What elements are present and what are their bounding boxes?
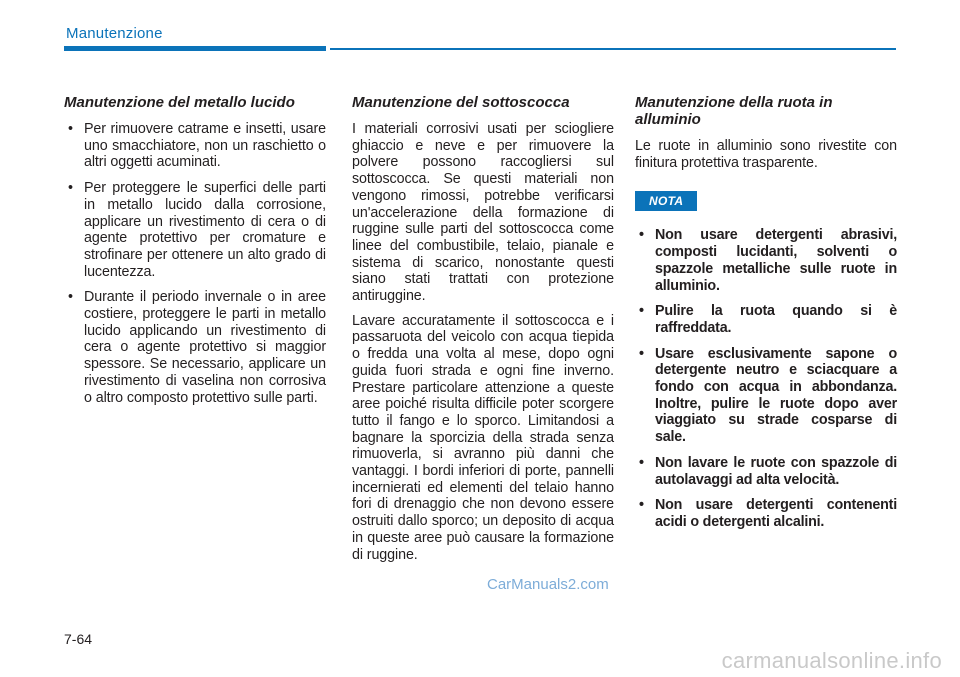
header-rule-thin	[330, 48, 896, 50]
list-item: • Non usare detergenti contenenti acidi o detergenti alcalini.	[635, 497, 897, 530]
footer-watermark: carmanualsonline.info	[721, 648, 942, 673]
heading-aluminum-wheel: Manutenzione della ruota in alluminio	[635, 94, 833, 128]
list-item: • Usare esclusivamente sapone o detergente neutro e sciacquare a fondo con acqua in abbondanza. Inoltre, pulire le ruote dopo aver viaggiato su strade cosparse di sale.	[635, 346, 897, 446]
list-item: • Non lavare le ruote con spazzole di autolavaggi ad alta velocità.	[635, 455, 897, 488]
polished-metal-list	[64, 121, 326, 406]
section-title: Manutenzione	[66, 25, 163, 42]
nota-badge: NOTA	[635, 191, 697, 211]
underbody-paragraph: I materiali corrosivi usati per sciogliere ghiaccio e neve e per rimuovere la polvere possono raccogliersi sul sottoscocca. Se questi materiali non vengono rimossi, potrebbe verificarsi un'accelerazione della formazione di ruggine sulle parti del sottoscocca come linee del combustibile, telaio, pianale e sistema di scarico, nonostante questi siano stati trattati con protezione antiruggine.	[352, 121, 614, 305]
list-item: • Durante il periodo invernale o in aree costiere, proteggere le parti in metallo lucido applicando un rivestimento di cera o agente protettivo si maggior spessore. Se necessario, applicare un rivestimento di vaselina non corrosiva o altro composto protettivo sulle parti.	[64, 289, 326, 406]
heading-polished-metal: Manutenzione del metallo lucido	[64, 94, 295, 111]
list-item: • Pulire la ruota quando si è raffreddata.	[635, 303, 897, 336]
page-number: 7-64	[64, 631, 93, 647]
column-polished-metal	[64, 94, 326, 415]
underbody-paragraph: Lavare accuratamente il sottoscocca e i passaruota del veicolo con acqua tiepida o fredda una volta al mese, dopo ogni guida fuori strada e ogni fine inverno. Prestare particolare attenzione a queste aree poiché risulta difficile poter scorgere tutto il fango e lo sporco. Limitandosi a bagnare la sporcizia della strada senza rimuoverla, si avranno più danni che vantaggi. I bordi inferiori di porte, pannelli incernierati ed elementi del telaio hanno fori di drenaggio che non devono essere ostruiti dallo sporco; un deposito di acqua in queste aree può causare la formazione di ruggine.	[352, 312, 614, 563]
column-underbody	[352, 94, 614, 571]
list-item: • Per proteggere le superfici delle parti in metallo lucido dalla corrosione, applicare un rivestimento di cera o di agente protettivo per cromature e strofinare per ottenere un alto grado di lucentezza.	[64, 180, 326, 280]
list-item: • Non usare detergenti abrasivi, composti lucidanti, solventi o spazzole metalliche sulle ruote in alluminio.	[635, 227, 897, 294]
column-aluminum-wheel	[635, 94, 897, 540]
watermark-overlay: CarManuals2.com	[487, 576, 609, 593]
aluminum-wheel-list	[635, 227, 897, 530]
header-rule-thick	[64, 46, 326, 51]
aluminum-wheel-intro: Le ruote in alluminio sono rivestite con finitura protettiva trasparente.	[635, 138, 897, 171]
list-item: • Per rimuovere catrame e insetti, usare uno smacchiatore, non un raschietto o altri oggetti acuminati.	[64, 121, 326, 171]
heading-underbody: Manutenzione del sottoscocca	[352, 94, 570, 111]
